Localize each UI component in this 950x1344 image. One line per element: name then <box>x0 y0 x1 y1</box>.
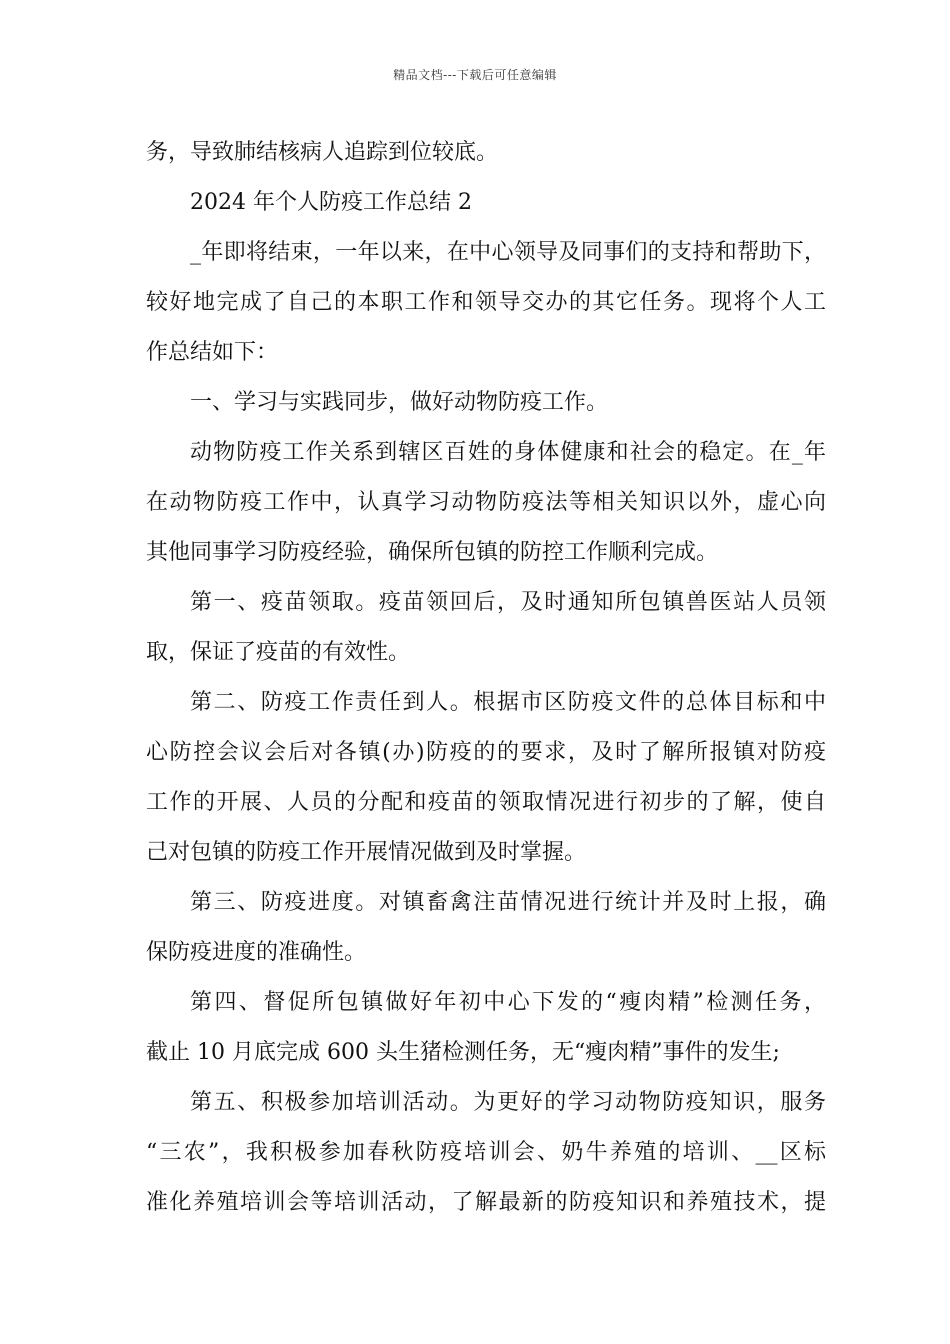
paragraph-line: 第二、防疫工作责任到人。根据市区防疫文件的总体目标和中 <box>190 690 826 715</box>
paragraph-line: 作总结如下： <box>146 340 279 365</box>
paragraph-line: _年即将结束，一年以来，在中心领导及同事们的支持和帮助下， <box>190 240 826 265</box>
page-header: 精品文档---下载后可任意编辑 <box>393 68 557 82</box>
paragraph-line: 第五、积极参加培训活动。为更好的学习动物防疫知识，服务 <box>190 1090 826 1115</box>
section-heading: 一、学习与实践同步，做好动物防疫工作。 <box>190 390 609 415</box>
paragraph-line: 第四、督促所包镇做好年初中心下发的“瘦肉精”检测任务， <box>190 990 826 1015</box>
paragraph-line: 工作的开展、人员的分配和疫苗的领取情况进行初步的了解，使自 <box>146 790 826 815</box>
paragraph-line: 准化养殖培训会等培训活动，了解最新的防疫知识和养殖技术，提 <box>146 1190 826 1215</box>
paragraph-line: 取，保证了疫苗的有效性。 <box>146 640 411 665</box>
section-title: 2024 年个人防疫工作总结 2 <box>190 190 472 215</box>
paragraph-line: 较好地完成了自己的本职工作和领导交办的其它任务。现将个人工 <box>146 290 826 315</box>
paragraph-line: “三农”，我积极参加春秋防疫培训会、奶牛养殖的培训、__区标 <box>146 1140 826 1165</box>
document-body <box>146 128 826 1228</box>
paragraph-line: 动物防疫工作关系到辖区百姓的身体健康和社会的稳定。在_年 <box>190 440 826 465</box>
paragraph-line: 保防疫进度的准确性。 <box>146 940 367 965</box>
paragraph-line: 心防控会议会后对各镇(办)防疫的的要求，及时了解所报镇对防疫 <box>146 740 826 765</box>
paragraph-line: 其他同事学习防疫经验，确保所包镇的防控工作顺利完成。 <box>146 540 719 565</box>
paragraph-line: 截止 10 月底完成 600 头生猪检测任务，无“瘦肉精”事件的发生; <box>146 1040 780 1065</box>
paragraph-line: 己对包镇的防疫工作开展情况做到及时掌握。 <box>146 840 587 865</box>
paragraph-line: 第一、疫苗领取。疫苗领回后，及时通知所包镇兽医站人员领 <box>190 590 826 615</box>
paragraph-line: 第三、防疫进度。对镇畜禽注苗情况进行统计并及时上报，确 <box>190 890 826 915</box>
paragraph-line: 在动物防疫工作中，认真学习动物防疫法等相关知识以外，虚心向 <box>146 490 826 515</box>
paragraph-line: 务，导致肺结核病人追踪到位较底。 <box>146 140 499 165</box>
